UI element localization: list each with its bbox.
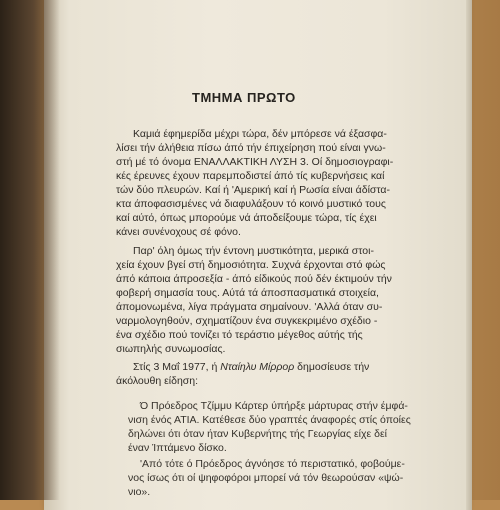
paragraph1-line: Καμιά έφημερίδα μέχρι τώρα, δέν μπόρεσε νά έξασφα- — [133, 128, 387, 140]
paragraph2-line: άπό κάποια άπροσεξία - άπό είδικούς πού δέν έκτιμούν τήν — [116, 273, 392, 285]
paragraph1-line: κτα άποφασισμένες νά διαφυλάξουν τό κοινό μυστικό τους — [116, 198, 386, 210]
quote1-line: Ό Πρόεδρος Τζίμμυ Κάρτερ ύπήρξε μάρτυρας στήν έμφά- — [140, 400, 408, 412]
page-edge — [466, 0, 472, 510]
book-spine-shadow — [0, 0, 60, 500]
paragraph3-rest: δημοσίευσε τήν — [294, 361, 370, 373]
quote2-line: νος ίσως ότι οί ψηφοφόροι μπορεί νά τόν θεωρούσαν «ψώ- — [128, 472, 404, 484]
quote1-line: νιση ένός ΑΤΙΑ. Κατέθεσε δύο γραπτές άναφορές στίς όποίες — [128, 414, 411, 426]
quote1-line: δηλώνει ότι όταν ήταν Κυβερνήτης τής Γεωργίας είχε δεί — [128, 428, 387, 440]
section-title: ΤΜΗΜΑ ΠΡΩΤΟ — [192, 90, 296, 105]
quote1-line: έναν Ίπτάμενο δίσκο. — [128, 442, 227, 454]
paragraph2-line: άπομονωμένα, λίγα πράγματα σημαίνουν. 'Αλλά όταν συ- — [116, 301, 383, 313]
paragraph2-line: χεία έχουν βγεί στή δημοσιότητα. Συχνά έρχονται στό φώς — [116, 259, 386, 271]
paragraph1-line: κάνει συνένοχους σέ φόνο. — [116, 226, 241, 238]
quote2-line: νιο». — [128, 486, 151, 498]
paragraph2-line: φοβερή σημασία τους. Αύτά τά άποσπασματικά στοιχεία, — [116, 287, 379, 299]
paragraph2-line: ναρμολογηθούν, σχηματίζουν ένα συγκεκριμένο σχέδιο - — [116, 315, 378, 327]
paragraph1-line: τών δύο πλευρών. Καί ή 'Αμερική καί ή Ρωσία είναι άδίστα- — [116, 184, 390, 196]
paragraph1-line: στή μέ τό όνομα ΕΝΑΛΛΑΚΤΙΚΗ ΛΥΣΗ 3. Οί δημοσιογραφι- — [116, 156, 394, 168]
paragraph2-line: ένα σχέδιο πού τονίζει τό τεράστιο μέγεθος αύτής τής — [116, 329, 363, 341]
paragraph3-line: άκόλουθη είδηση: — [116, 375, 199, 387]
paragraph1-line: λίσει τήν άλήθεια πίσω άπό τήν έπιχείρηση πού είναι γνω- — [116, 142, 386, 154]
paragraph3-line — [133, 361, 369, 373]
publication-name: Νταίηλυ Μίρρορ — [220, 361, 295, 373]
paragraph2-line: Παρ' όλη όμως τήν έντονη μυστικότητα, μερικά στοι- — [133, 245, 374, 257]
quote2-line: 'Από τότε ό Πρόεδρος άγνόησε τό περιστατικό, φοβούμε- — [140, 458, 405, 470]
paragraph1-line: καί αύτό, όπως μπορούμε νά άποδείξουμε τώρα, τίς έχει — [116, 212, 377, 224]
paragraph3-lead: Στίς 3 Μαΐ 1977, ή — [133, 361, 221, 373]
paragraph1-line: κές έρευνες έχουν παρεμποδιστεί άπό τίς κυβερνήσεις καί — [116, 170, 385, 182]
paragraph2-line: σιωπηλής συνωμοσίας. — [116, 343, 226, 355]
